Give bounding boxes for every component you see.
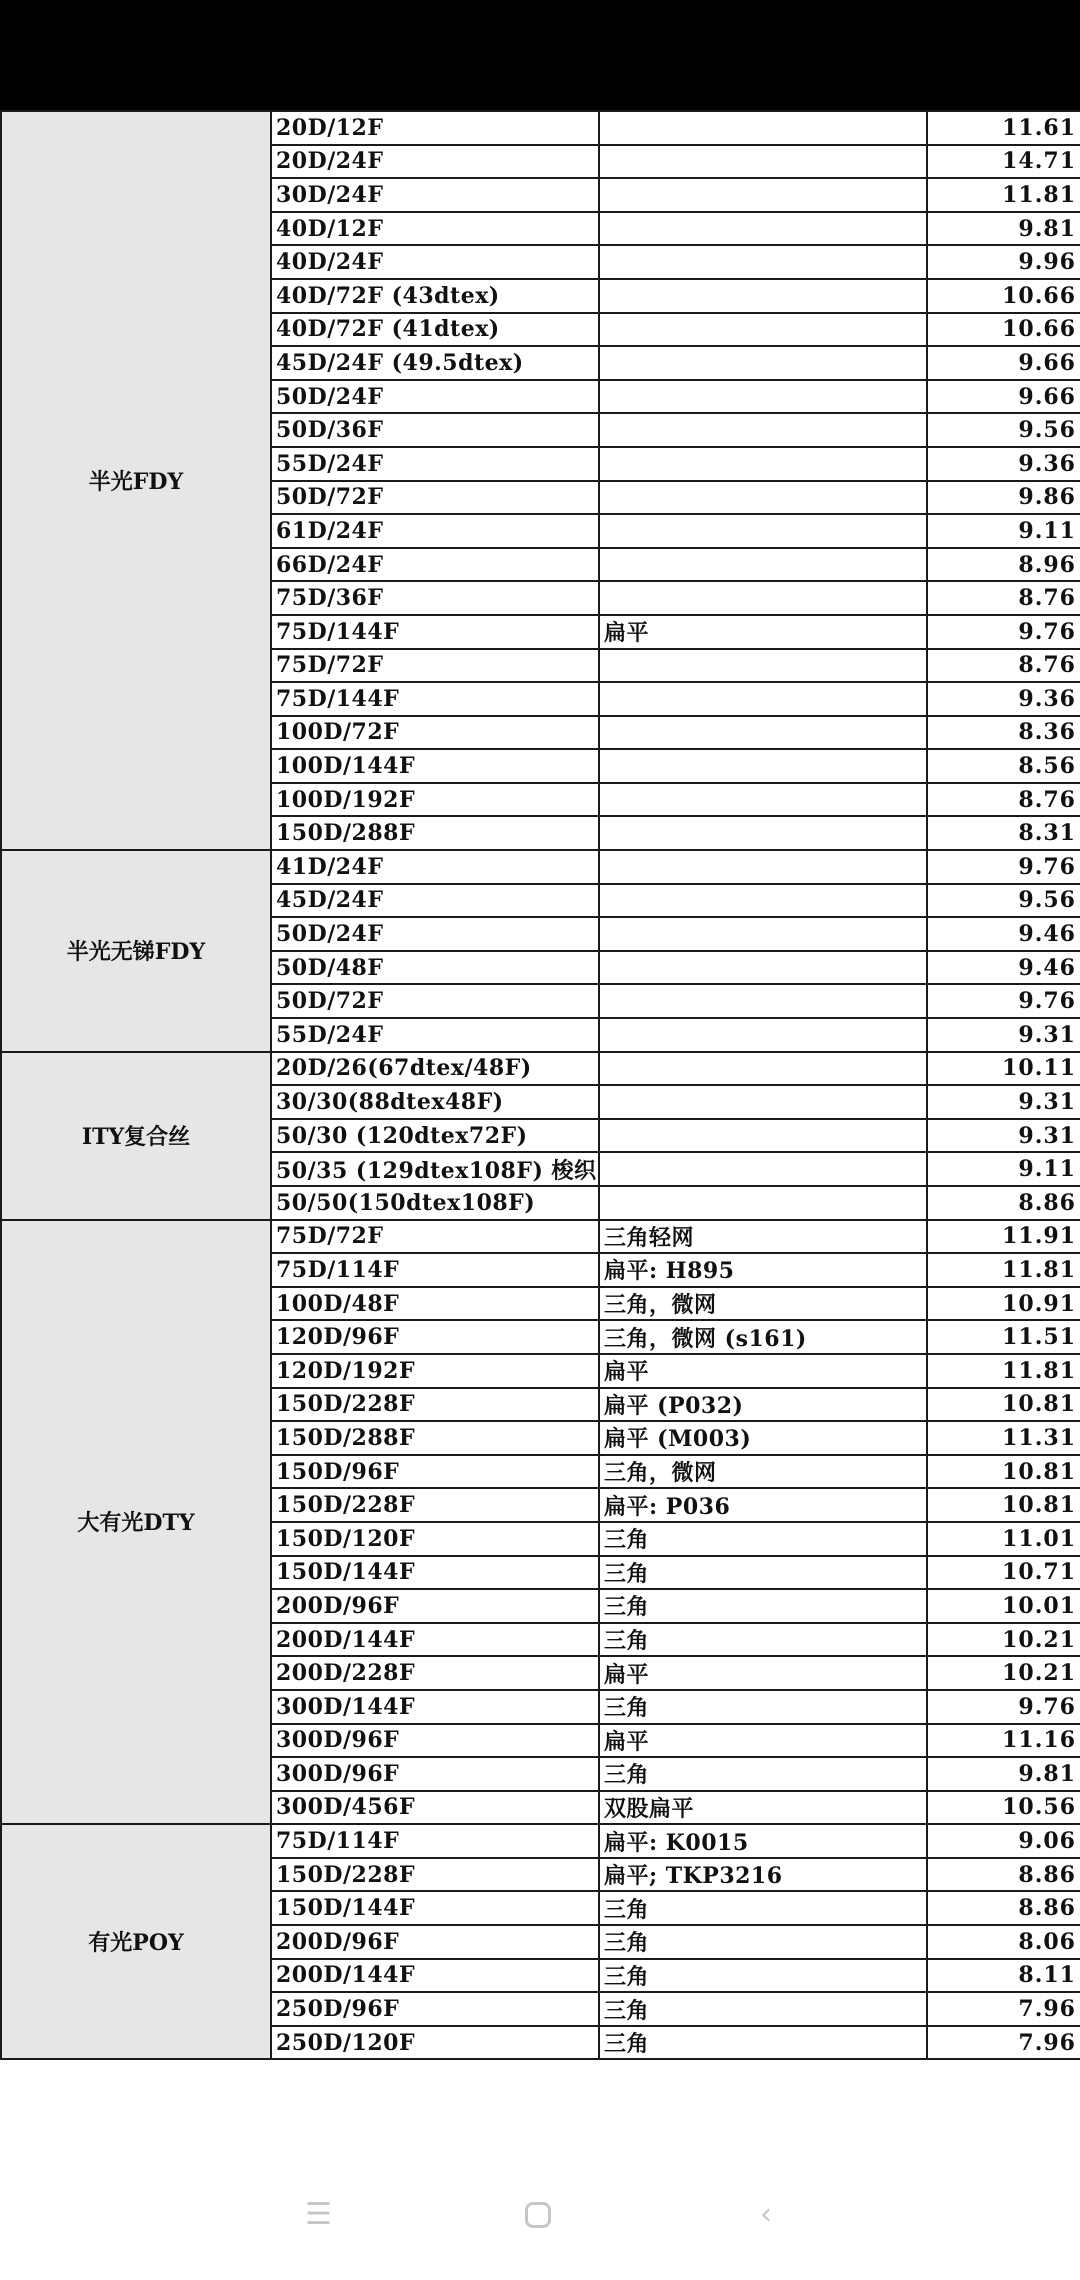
note-cell: 三角 bbox=[599, 1556, 927, 1590]
price-cell: 10.81 bbox=[927, 1388, 1080, 1422]
note-cell bbox=[599, 984, 927, 1018]
note-cell: 三角，微网 bbox=[599, 1455, 927, 1489]
price-cell: 9.96 bbox=[927, 245, 1080, 279]
spec-cell: 61D/24F bbox=[271, 514, 599, 548]
spec-cell: 75D/36F bbox=[271, 581, 599, 615]
price-cell: 9.36 bbox=[927, 682, 1080, 716]
price-cell: 9.31 bbox=[927, 1085, 1080, 1119]
note-cell bbox=[599, 884, 927, 918]
price-cell: 9.11 bbox=[927, 514, 1080, 548]
price-cell: 9.11 bbox=[927, 1152, 1080, 1186]
price-cell: 8.76 bbox=[927, 649, 1080, 683]
spec-cell: 20D/26(67dtex/48F) bbox=[271, 1052, 599, 1086]
note-cell bbox=[599, 1018, 927, 1052]
price-cell: 9.31 bbox=[927, 1018, 1080, 1052]
price-cell: 8.76 bbox=[927, 783, 1080, 817]
note-cell bbox=[599, 245, 927, 279]
note-cell bbox=[599, 313, 927, 347]
price-cell: 8.36 bbox=[927, 716, 1080, 750]
price-cell: 9.76 bbox=[927, 984, 1080, 1018]
spec-cell: 30/30(88dtex48F) bbox=[271, 1085, 599, 1119]
note-cell: 三角 bbox=[599, 1925, 927, 1959]
spec-cell: 100D/72F bbox=[271, 716, 599, 750]
note-cell: 扁平 bbox=[599, 615, 927, 649]
price-cell: 11.01 bbox=[927, 1522, 1080, 1556]
price-cell: 10.81 bbox=[927, 1455, 1080, 1489]
price-cell: 10.66 bbox=[927, 313, 1080, 347]
spec-cell: 200D/96F bbox=[271, 1589, 599, 1623]
price-cell: 9.86 bbox=[927, 481, 1080, 515]
note-cell: 扁平: H895 bbox=[599, 1253, 927, 1287]
note-cell: 扁平 bbox=[599, 1656, 927, 1690]
note-cell bbox=[599, 1085, 927, 1119]
price-cell: 8.86 bbox=[927, 1858, 1080, 1892]
spec-cell: 50D/48F bbox=[271, 951, 599, 985]
status-bar bbox=[0, 0, 1080, 110]
spec-cell: 50/35 (129dtex108F) 梭织 bbox=[271, 1152, 599, 1186]
price-cell: 10.91 bbox=[927, 1287, 1080, 1321]
spec-cell: 55D/24F bbox=[271, 447, 599, 481]
back-icon[interactable]: ‹ bbox=[760, 2197, 772, 2232]
note-cell: 三角，微网 (s161) bbox=[599, 1320, 927, 1354]
note-cell: 三角轻网 bbox=[599, 1220, 927, 1254]
note-cell bbox=[599, 380, 927, 414]
price-cell: 10.71 bbox=[927, 1556, 1080, 1590]
recents-icon[interactable]: ☰ bbox=[305, 2197, 332, 2232]
note-cell bbox=[599, 1052, 927, 1086]
price-cell: 11.81 bbox=[927, 1354, 1080, 1388]
spec-cell: 150D/144F bbox=[271, 1556, 599, 1590]
price-cell: 10.01 bbox=[927, 1589, 1080, 1623]
spec-cell: 50D/24F bbox=[271, 380, 599, 414]
note-cell bbox=[599, 917, 927, 951]
spec-cell: 200D/144F bbox=[271, 1959, 599, 1993]
price-cell: 9.56 bbox=[927, 413, 1080, 447]
spec-cell: 75D/114F bbox=[271, 1253, 599, 1287]
spec-cell: 300D/96F bbox=[271, 1757, 599, 1791]
spec-cell: 50D/36F bbox=[271, 413, 599, 447]
note-cell bbox=[599, 548, 927, 582]
note-cell bbox=[599, 514, 927, 548]
note-cell: 三角 bbox=[599, 1589, 927, 1623]
spec-cell: 66D/24F bbox=[271, 548, 599, 582]
spec-cell: 150D/120F bbox=[271, 1522, 599, 1556]
price-cell: 9.66 bbox=[927, 346, 1080, 380]
note-cell: 扁平; TKP3216 bbox=[599, 1858, 927, 1892]
price-cell: 9.56 bbox=[927, 884, 1080, 918]
note-cell bbox=[599, 145, 927, 179]
spec-cell: 75D/72F bbox=[271, 649, 599, 683]
note-cell bbox=[599, 816, 927, 850]
note-cell bbox=[599, 279, 927, 313]
table-row bbox=[1, 850, 1080, 884]
price-cell: 9.76 bbox=[927, 1690, 1080, 1724]
spec-cell: 50D/72F bbox=[271, 984, 599, 1018]
spec-cell: 120D/96F bbox=[271, 1320, 599, 1354]
note-cell: 扁平 bbox=[599, 1354, 927, 1388]
spec-cell: 100D/48F bbox=[271, 1287, 599, 1321]
price-cell: 9.46 bbox=[927, 917, 1080, 951]
price-cell: 8.56 bbox=[927, 749, 1080, 783]
price-cell: 10.81 bbox=[927, 1488, 1080, 1522]
note-cell bbox=[599, 850, 927, 884]
spec-cell: 250D/96F bbox=[271, 1992, 599, 2026]
spec-cell: 100D/192F bbox=[271, 783, 599, 817]
spec-cell: 150D/288F bbox=[271, 816, 599, 850]
spec-cell: 30D/24F bbox=[271, 178, 599, 212]
note-cell bbox=[599, 783, 927, 817]
table-row bbox=[1, 1052, 1080, 1086]
price-cell: 8.86 bbox=[927, 1186, 1080, 1220]
note-cell bbox=[599, 111, 927, 145]
spec-cell: 40D/72F (41dtex) bbox=[271, 313, 599, 347]
note-cell bbox=[599, 649, 927, 683]
spec-cell: 40D/72F (43dtex) bbox=[271, 279, 599, 313]
spec-cell: 150D/228F bbox=[271, 1858, 599, 1892]
table-row bbox=[1, 1824, 1080, 1858]
category-cell: 大有光DTY bbox=[1, 1220, 271, 1825]
spec-cell: 200D/96F bbox=[271, 1925, 599, 1959]
spec-cell: 150D/96F bbox=[271, 1455, 599, 1489]
price-cell: 8.76 bbox=[927, 581, 1080, 615]
spec-cell: 40D/12F bbox=[271, 212, 599, 246]
spec-cell: 50D/72F bbox=[271, 481, 599, 515]
spec-cell: 150D/228F bbox=[271, 1488, 599, 1522]
price-cell: 9.81 bbox=[927, 212, 1080, 246]
note-cell bbox=[599, 1152, 927, 1186]
price-cell: 10.21 bbox=[927, 1623, 1080, 1657]
price-cell: 9.31 bbox=[927, 1119, 1080, 1153]
price-cell: 8.06 bbox=[927, 1925, 1080, 1959]
spec-cell: 75D/114F bbox=[271, 1824, 599, 1858]
price-cell: 7.96 bbox=[927, 2026, 1080, 2060]
price-cell: 9.06 bbox=[927, 1824, 1080, 1858]
price-cell: 9.36 bbox=[927, 447, 1080, 481]
note-cell bbox=[599, 716, 927, 750]
spec-cell: 45D/24F (49.5dtex) bbox=[271, 346, 599, 380]
price-cell: 9.46 bbox=[927, 951, 1080, 985]
price-cell: 11.81 bbox=[927, 1253, 1080, 1287]
note-cell bbox=[599, 749, 927, 783]
spec-cell: 75D/72F bbox=[271, 1220, 599, 1254]
price-cell: 8.96 bbox=[927, 548, 1080, 582]
note-cell bbox=[599, 581, 927, 615]
note-cell bbox=[599, 481, 927, 515]
price-cell: 14.71 bbox=[927, 145, 1080, 179]
spec-cell: 300D/96F bbox=[271, 1724, 599, 1758]
price-table bbox=[0, 110, 1080, 2060]
price-cell: 11.31 bbox=[927, 1421, 1080, 1455]
note-cell: 三角 bbox=[599, 1959, 927, 1993]
spec-cell: 50/50(150dtex108F) bbox=[271, 1186, 599, 1220]
price-cell: 11.81 bbox=[927, 178, 1080, 212]
note-cell: 双股扁平 bbox=[599, 1791, 927, 1825]
price-cell: 10.56 bbox=[927, 1791, 1080, 1825]
spec-cell: 200D/144F bbox=[271, 1623, 599, 1657]
price-cell: 9.76 bbox=[927, 615, 1080, 649]
price-sheet bbox=[0, 110, 1080, 2280]
category-cell: ITY复合丝 bbox=[1, 1052, 271, 1220]
table-body bbox=[1, 111, 1080, 2059]
spec-cell: 41D/24F bbox=[271, 850, 599, 884]
note-cell: 三角，微网 bbox=[599, 1287, 927, 1321]
price-cell: 9.76 bbox=[927, 850, 1080, 884]
category-cell: 半光FDY bbox=[1, 111, 271, 850]
note-cell: 扁平: P036 bbox=[599, 1488, 927, 1522]
home-icon[interactable] bbox=[525, 2202, 551, 2228]
note-cell: 三角 bbox=[599, 1757, 927, 1791]
note-cell: 扁平 (P032) bbox=[599, 1388, 927, 1422]
spec-cell: 250D/120F bbox=[271, 2026, 599, 2060]
note-cell bbox=[599, 1119, 927, 1153]
note-cell bbox=[599, 413, 927, 447]
spec-cell: 40D/24F bbox=[271, 245, 599, 279]
price-cell: 11.91 bbox=[927, 1220, 1080, 1254]
table-row bbox=[1, 1220, 1080, 1254]
note-cell: 三角 bbox=[599, 1891, 927, 1925]
spec-cell: 120D/192F bbox=[271, 1354, 599, 1388]
spec-cell: 55D/24F bbox=[271, 1018, 599, 1052]
note-cell bbox=[599, 682, 927, 716]
note-cell: 三角 bbox=[599, 1623, 927, 1657]
spec-cell: 300D/456F bbox=[271, 1791, 599, 1825]
category-cell: 有光POY bbox=[1, 1824, 271, 2059]
spec-cell: 300D/144F bbox=[271, 1690, 599, 1724]
note-cell: 三角 bbox=[599, 1522, 927, 1556]
note-cell bbox=[599, 212, 927, 246]
price-cell: 7.96 bbox=[927, 1992, 1080, 2026]
note-cell: 三角 bbox=[599, 1992, 927, 2026]
spec-cell: 75D/144F bbox=[271, 682, 599, 716]
price-cell: 11.16 bbox=[927, 1724, 1080, 1758]
note-cell: 扁平: K0015 bbox=[599, 1824, 927, 1858]
spec-cell: 20D/12F bbox=[271, 111, 599, 145]
spec-cell: 20D/24F bbox=[271, 145, 599, 179]
spec-cell: 75D/144F bbox=[271, 615, 599, 649]
price-cell: 10.11 bbox=[927, 1052, 1080, 1086]
note-cell bbox=[599, 178, 927, 212]
price-cell: 11.51 bbox=[927, 1320, 1080, 1354]
note-cell: 三角 bbox=[599, 2026, 927, 2060]
spec-cell: 150D/288F bbox=[271, 1421, 599, 1455]
spec-cell: 45D/24F bbox=[271, 884, 599, 918]
note-cell: 扁平 (M003) bbox=[599, 1421, 927, 1455]
note-cell bbox=[599, 447, 927, 481]
price-cell: 9.66 bbox=[927, 380, 1080, 414]
spec-cell: 50/30 (120dtex72F) bbox=[271, 1119, 599, 1153]
note-cell: 三角 bbox=[599, 1690, 927, 1724]
note-cell bbox=[599, 346, 927, 380]
spec-cell: 150D/228F bbox=[271, 1388, 599, 1422]
spec-cell: 50D/24F bbox=[271, 917, 599, 951]
price-cell: 8.31 bbox=[927, 816, 1080, 850]
price-cell: 10.66 bbox=[927, 279, 1080, 313]
note-cell: 扁平 bbox=[599, 1724, 927, 1758]
note-cell bbox=[599, 951, 927, 985]
table-row bbox=[1, 111, 1080, 145]
spec-cell: 100D/144F bbox=[271, 749, 599, 783]
price-cell: 11.61 bbox=[927, 111, 1080, 145]
price-cell: 8.11 bbox=[927, 1959, 1080, 1993]
note-cell bbox=[599, 1186, 927, 1220]
category-cell: 半光无锑FDY bbox=[1, 850, 271, 1052]
spec-cell: 150D/144F bbox=[271, 1891, 599, 1925]
price-cell: 10.21 bbox=[927, 1656, 1080, 1690]
price-cell: 9.81 bbox=[927, 1757, 1080, 1791]
spec-cell: 200D/228F bbox=[271, 1656, 599, 1690]
price-cell: 8.86 bbox=[927, 1891, 1080, 1925]
